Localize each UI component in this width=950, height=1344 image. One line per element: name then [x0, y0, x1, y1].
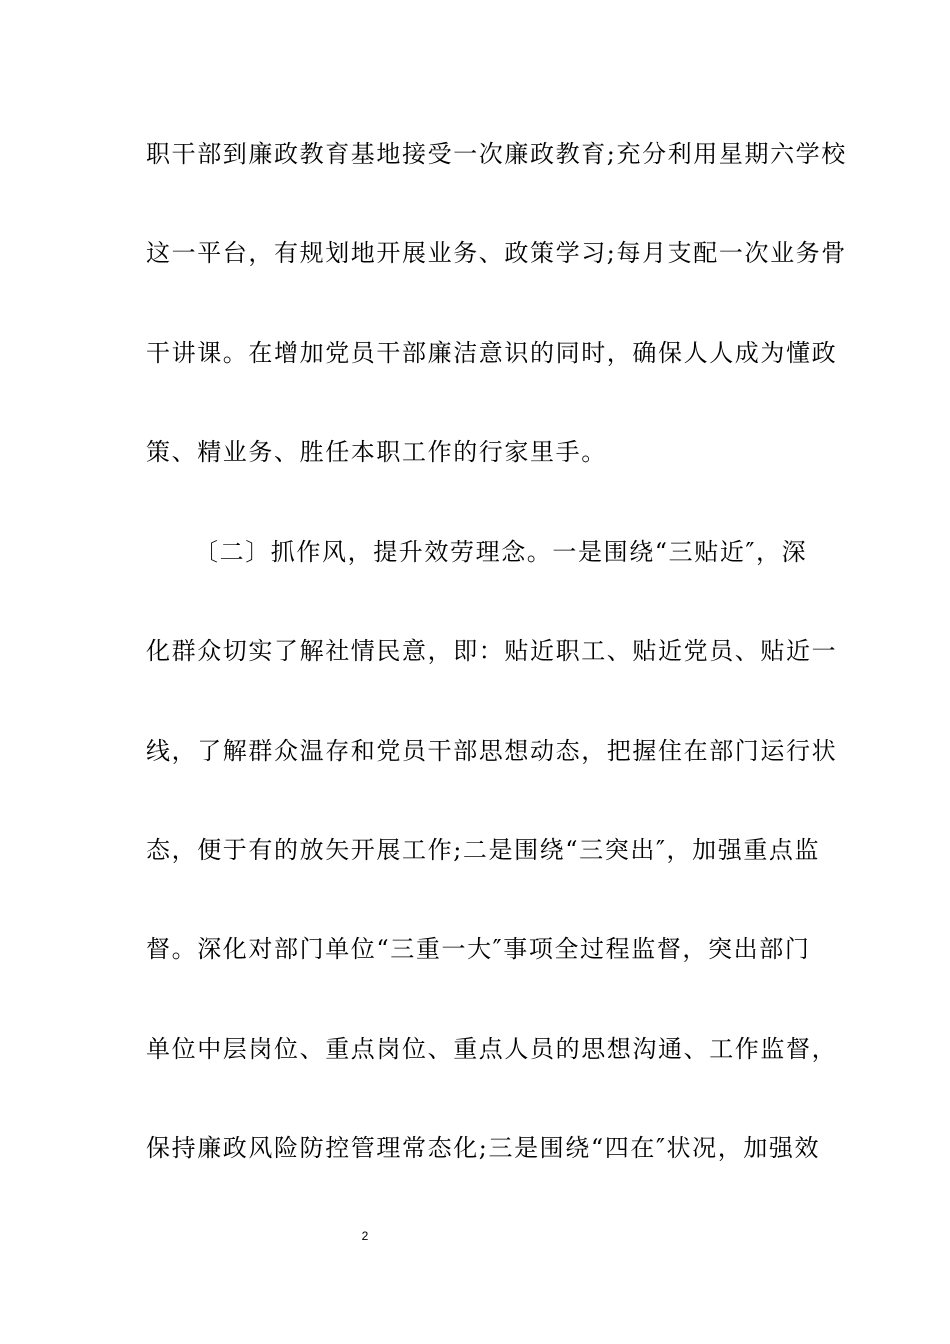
- body-text-line: 化群众切实了解社情民意，即：贴近职工、贴近党员、贴近一: [146, 637, 838, 665]
- body-text-line: 单位中层岗位、重点岗位、重点人员的思想沟通、工作监督，: [146, 1035, 838, 1063]
- body-text-line: 线，了解群众温存和党员干部思想动态，把握住在部门运行状: [146, 737, 838, 765]
- body-text-line: 〔二〕抓作风，提升效劳理念。一是围绕“三贴近″，深: [194, 538, 808, 566]
- body-text-line: 干讲课。在增加党员干部廉洁意识的同时，确保人人成为懂政: [146, 339, 838, 367]
- body-text-line: 这一平台，有规划地开展业务、政策学习;每月支配一次业务骨: [146, 239, 847, 267]
- page-number: 2: [361, 1229, 369, 1243]
- body-text-line: 保持廉政风险防控管理常态化;三是围绕“四在″状况，加强效: [146, 1134, 821, 1162]
- body-text-line: 督。深化对部门单位“三重一大″事项全过程监督，突出部门: [146, 935, 811, 963]
- body-text-line: 策、精业务、胜任本职工作的行家里手。: [146, 438, 607, 466]
- body-text-line: 职干部到廉政教育基地接受一次廉政教育;充分利用星期六学校: [146, 140, 847, 168]
- body-text-line: 态，便于有的放矢开展工作;二是围绕“三突出″，加强重点监: [146, 836, 821, 864]
